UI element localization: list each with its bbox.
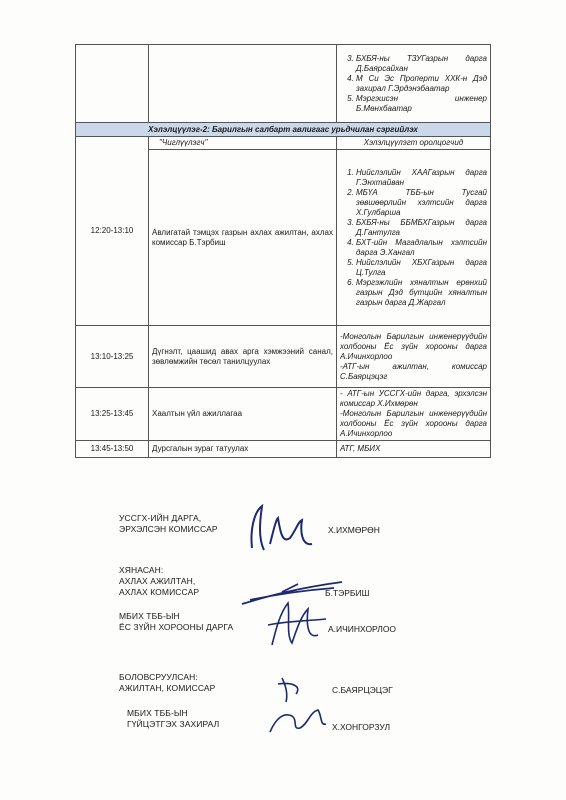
- table-row: [76, 441, 491, 458]
- moderator-header: "Чиглүүлэгч": [149, 137, 337, 150]
- list-item: 3. БХБЯ-ны ТЗУГазрын дарга Д.Баярсайхан: [356, 54, 487, 74]
- signature-title: МБИХ ТББ-ЫН ЁС ЗҮЙН ХОРООНЫ ДАРГА: [119, 611, 234, 632]
- signatory-name: Х.ИХМӨРӨН: [328, 525, 380, 535]
- section-header-row: [76, 123, 491, 137]
- participants-cell: АТГ, МБИХ: [337, 441, 491, 458]
- signatory-name: А.ИЧИНХОРЛОО: [328, 624, 397, 634]
- list-item: 1. Нийслэлийн ХААГазрын дарга Г.Энхтайван: [356, 168, 487, 188]
- signatory-name: Х.ХОНГОРЗУЛ: [332, 722, 391, 732]
- time-cell: [76, 45, 149, 123]
- handwritten-signature: [240, 500, 320, 560]
- section-title: Хэлэлцүүлэг-2: Барилгын салбарт авлигаас урьдчилан сэргийлэх: [76, 123, 491, 137]
- schedule-table: [75, 44, 491, 458]
- time-cell: 13:45-13:50: [76, 441, 149, 458]
- time-cell: 13:25-13:45: [76, 388, 149, 441]
- participants-cell: - АТГ-ын УССГХ-ийн дарга, эрхэлсэн комиссар Х.Ихмөрөн -Монголын Барилгын инженерүүдийн холбооны Ёс зүйн хорооны дарга А.Ичинхорлоо: [337, 388, 491, 441]
- signature-title: УССГХ-ИЙН ДАРГА, ЭРХЭЛСЭН КОМИССАР: [119, 513, 218, 534]
- table-row: [76, 388, 491, 441]
- table-row: [76, 45, 491, 123]
- list-item: 3. БХБЯ-ны ББМБХГазрын дарга Д.Гантулга: [356, 218, 487, 238]
- topic-cell: Дүгнэлт, цаашид авах арга хэмжээний санал, зөвлөмжийн төсөл танилцуулах: [149, 326, 337, 388]
- signatory-name: С.БАЯРЦЭЦЭГ: [332, 685, 393, 695]
- topic-cell: [149, 45, 337, 123]
- participants-cell: [337, 45, 491, 123]
- time-cell: 13:10-13:25: [76, 326, 149, 388]
- list-item: 4. БХТ-ийн Магадлалын хэлтсийн дарга Э.Хангал: [356, 238, 487, 258]
- signature-title: МБИХ ТББ-ЫН ГҮЙЦЭТГЭХ ЗАХИРАЛ: [127, 708, 220, 729]
- list-item: 6. Мэргэжлийн хяналтын ерөнхий газрын Дэд бүтцийн хяналтын газрын дарга Д.Жаргал: [356, 278, 487, 308]
- list-item: 5. Нийслэлийн ХБХГазрын дарга Ц.Тулга: [356, 258, 487, 278]
- list-item: 4. М Си Эс Проперти ХХК-н Дэд захирал Г.Эрдэнэбаатар: [356, 74, 487, 94]
- list-item: 5. Мэргэшсэн инженер Б.Мөнхбаатар: [356, 94, 487, 114]
- participants-cell: -Монголын Барилгын инженерүүдийн холбооны Ёс зүйн хорооны дарга А.Ичинхорлоо -АТГ-ын ажилтан, комиссар С.Баярцэцэг: [337, 326, 491, 388]
- list-item: 2. МБҮА ТББ-ын Тусгай зөвшөөрлийн хэлтсийн дарга Х.Гулбарша: [356, 188, 487, 218]
- topic-cell: Дурсгалын зураг татуулах: [149, 441, 337, 458]
- topic-cell: Хаалтын үйл ажиллагаа: [149, 388, 337, 441]
- topic-cell: Авлигатай тэмцэх газрын ахлах ажилтан, ахлах комиссар Б.Тэрбиш: [149, 150, 337, 326]
- signature-title: ХЯНАСАН: АХЛАХ АЖИЛТАН, АХЛАХ КОМИССАР: [119, 565, 200, 597]
- participants-cell: [337, 150, 491, 326]
- handwritten-signature: [262, 595, 332, 655]
- participants-header: Хэлэлцүүлэгт оролцогчид: [337, 137, 491, 150]
- handwritten-signature: [262, 672, 332, 742]
- signature-title: БОЛОВСРУУЛСАН: АЖИЛТАН, КОМИССАР: [119, 672, 216, 693]
- time-cell: 12:20-13:10: [76, 137, 149, 326]
- table-row: [76, 326, 491, 388]
- signatory-name: Б.ТЭРБИШ: [325, 588, 370, 598]
- table-header-row: [76, 137, 491, 150]
